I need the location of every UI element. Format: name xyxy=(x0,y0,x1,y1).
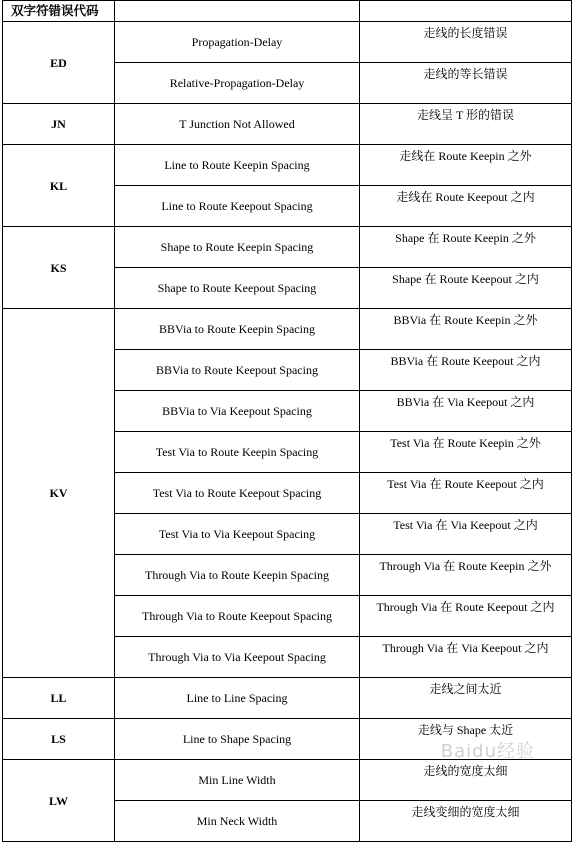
table-row xyxy=(3,309,572,350)
english-description-cell: Through Via to Via Keepout Spacing xyxy=(115,637,360,678)
chinese-description-cell: Through Via 在 Via Keepout 之内 xyxy=(360,637,572,678)
table-header-row xyxy=(3,1,572,22)
chinese-description-cell: Shape 在 Route Keepin 之外 xyxy=(360,227,572,268)
error-code-cell: KS xyxy=(3,227,115,309)
chinese-description-cell: 走线之间太近 xyxy=(360,678,572,719)
error-code-cell: LW xyxy=(3,760,115,842)
english-description-cell: T Junction Not Allowed xyxy=(115,104,360,145)
chinese-description-cell: Test Via 在 Route Keepin 之外 xyxy=(360,432,572,473)
table-row xyxy=(3,760,572,801)
chinese-description-cell: Test Via 在 Via Keepout 之内 xyxy=(360,514,572,555)
error-code-table-body xyxy=(3,1,572,842)
english-description-cell: Line to Route Keepin Spacing xyxy=(115,145,360,186)
english-description-cell: Line to Shape Spacing xyxy=(115,719,360,760)
english-description-cell: Through Via to Route Keepout Spacing xyxy=(115,596,360,637)
error-code-table xyxy=(2,0,572,842)
watermark-logo: Baidu经验 xyxy=(440,741,535,762)
english-description-cell: BBVia to Route Keepout Spacing xyxy=(115,350,360,391)
english-description-cell: Line to Line Spacing xyxy=(115,678,360,719)
table-row xyxy=(3,22,572,63)
chinese-description-cell: 走线的等长错误 xyxy=(360,63,572,104)
chinese-description-cell: BBVia 在 Via Keepout 之内 xyxy=(360,391,572,432)
english-description-cell: BBVia to Route Keepin Spacing xyxy=(115,309,360,350)
header-english-column xyxy=(115,1,360,22)
error-code-cell: JN xyxy=(3,104,115,145)
table-row xyxy=(3,719,572,760)
header-chinese-column xyxy=(360,1,572,22)
error-code-cell: ED xyxy=(3,22,115,104)
english-description-cell: Shape to Route Keepin Spacing xyxy=(115,227,360,268)
chinese-description-cell: 走线在 Route Keepin 之外 xyxy=(360,145,572,186)
english-description-cell: Line to Route Keepout Spacing xyxy=(115,186,360,227)
english-description-cell: Test Via to Route Keepin Spacing xyxy=(115,432,360,473)
chinese-description-cell: 走线呈 T 形的错误 xyxy=(360,104,572,145)
english-description-cell: BBVia to Via Keepout Spacing xyxy=(115,391,360,432)
english-description-cell: Shape to Route Keepout Spacing xyxy=(115,268,360,309)
error-code-cell: LL xyxy=(3,678,115,719)
chinese-description-cell: Through Via 在 Route Keepin 之外 xyxy=(360,555,572,596)
table-row xyxy=(3,227,572,268)
chinese-description-cell: 走线变细的宽度太细 xyxy=(360,801,572,842)
english-description-cell: Test Via to Route Keepout Spacing xyxy=(115,473,360,514)
error-code-cell: KV xyxy=(3,309,115,678)
chinese-description-cell: 走线与 Shape 太近 xyxy=(360,719,572,760)
english-description-cell: Min Line Width xyxy=(115,760,360,801)
table-row xyxy=(3,678,572,719)
english-description-cell: Min Neck Width xyxy=(115,801,360,842)
chinese-description-cell: Shape 在 Route Keepout 之内 xyxy=(360,268,572,309)
english-description-cell: Through Via to Route Keepin Spacing xyxy=(115,555,360,596)
error-code-cell: KL xyxy=(3,145,115,227)
table-row xyxy=(3,104,572,145)
chinese-description-cell: Through Via 在 Route Keepout 之内 xyxy=(360,596,572,637)
chinese-description-cell: Test Via 在 Route Keepout 之内 xyxy=(360,473,572,514)
chinese-description-cell: 走线的长度错误 xyxy=(360,22,572,63)
chinese-description-cell: BBVia 在 Route Keepout 之内 xyxy=(360,350,572,391)
chinese-description-cell: 走线在 Route Keepout 之内 xyxy=(360,186,572,227)
table-row xyxy=(3,145,572,186)
chinese-description-cell: 走线的宽度太细 xyxy=(360,760,572,801)
error-code-cell: LS xyxy=(3,719,115,760)
chinese-description-cell: BBVia 在 Route Keepin 之外 xyxy=(360,309,572,350)
english-description-cell: Propagation-Delay xyxy=(115,22,360,63)
header-code-column: 双字符错误代码 xyxy=(3,1,115,22)
english-description-cell: Test Via to Via Keepout Spacing xyxy=(115,514,360,555)
english-description-cell: Relative-Propagation-Delay xyxy=(115,63,360,104)
